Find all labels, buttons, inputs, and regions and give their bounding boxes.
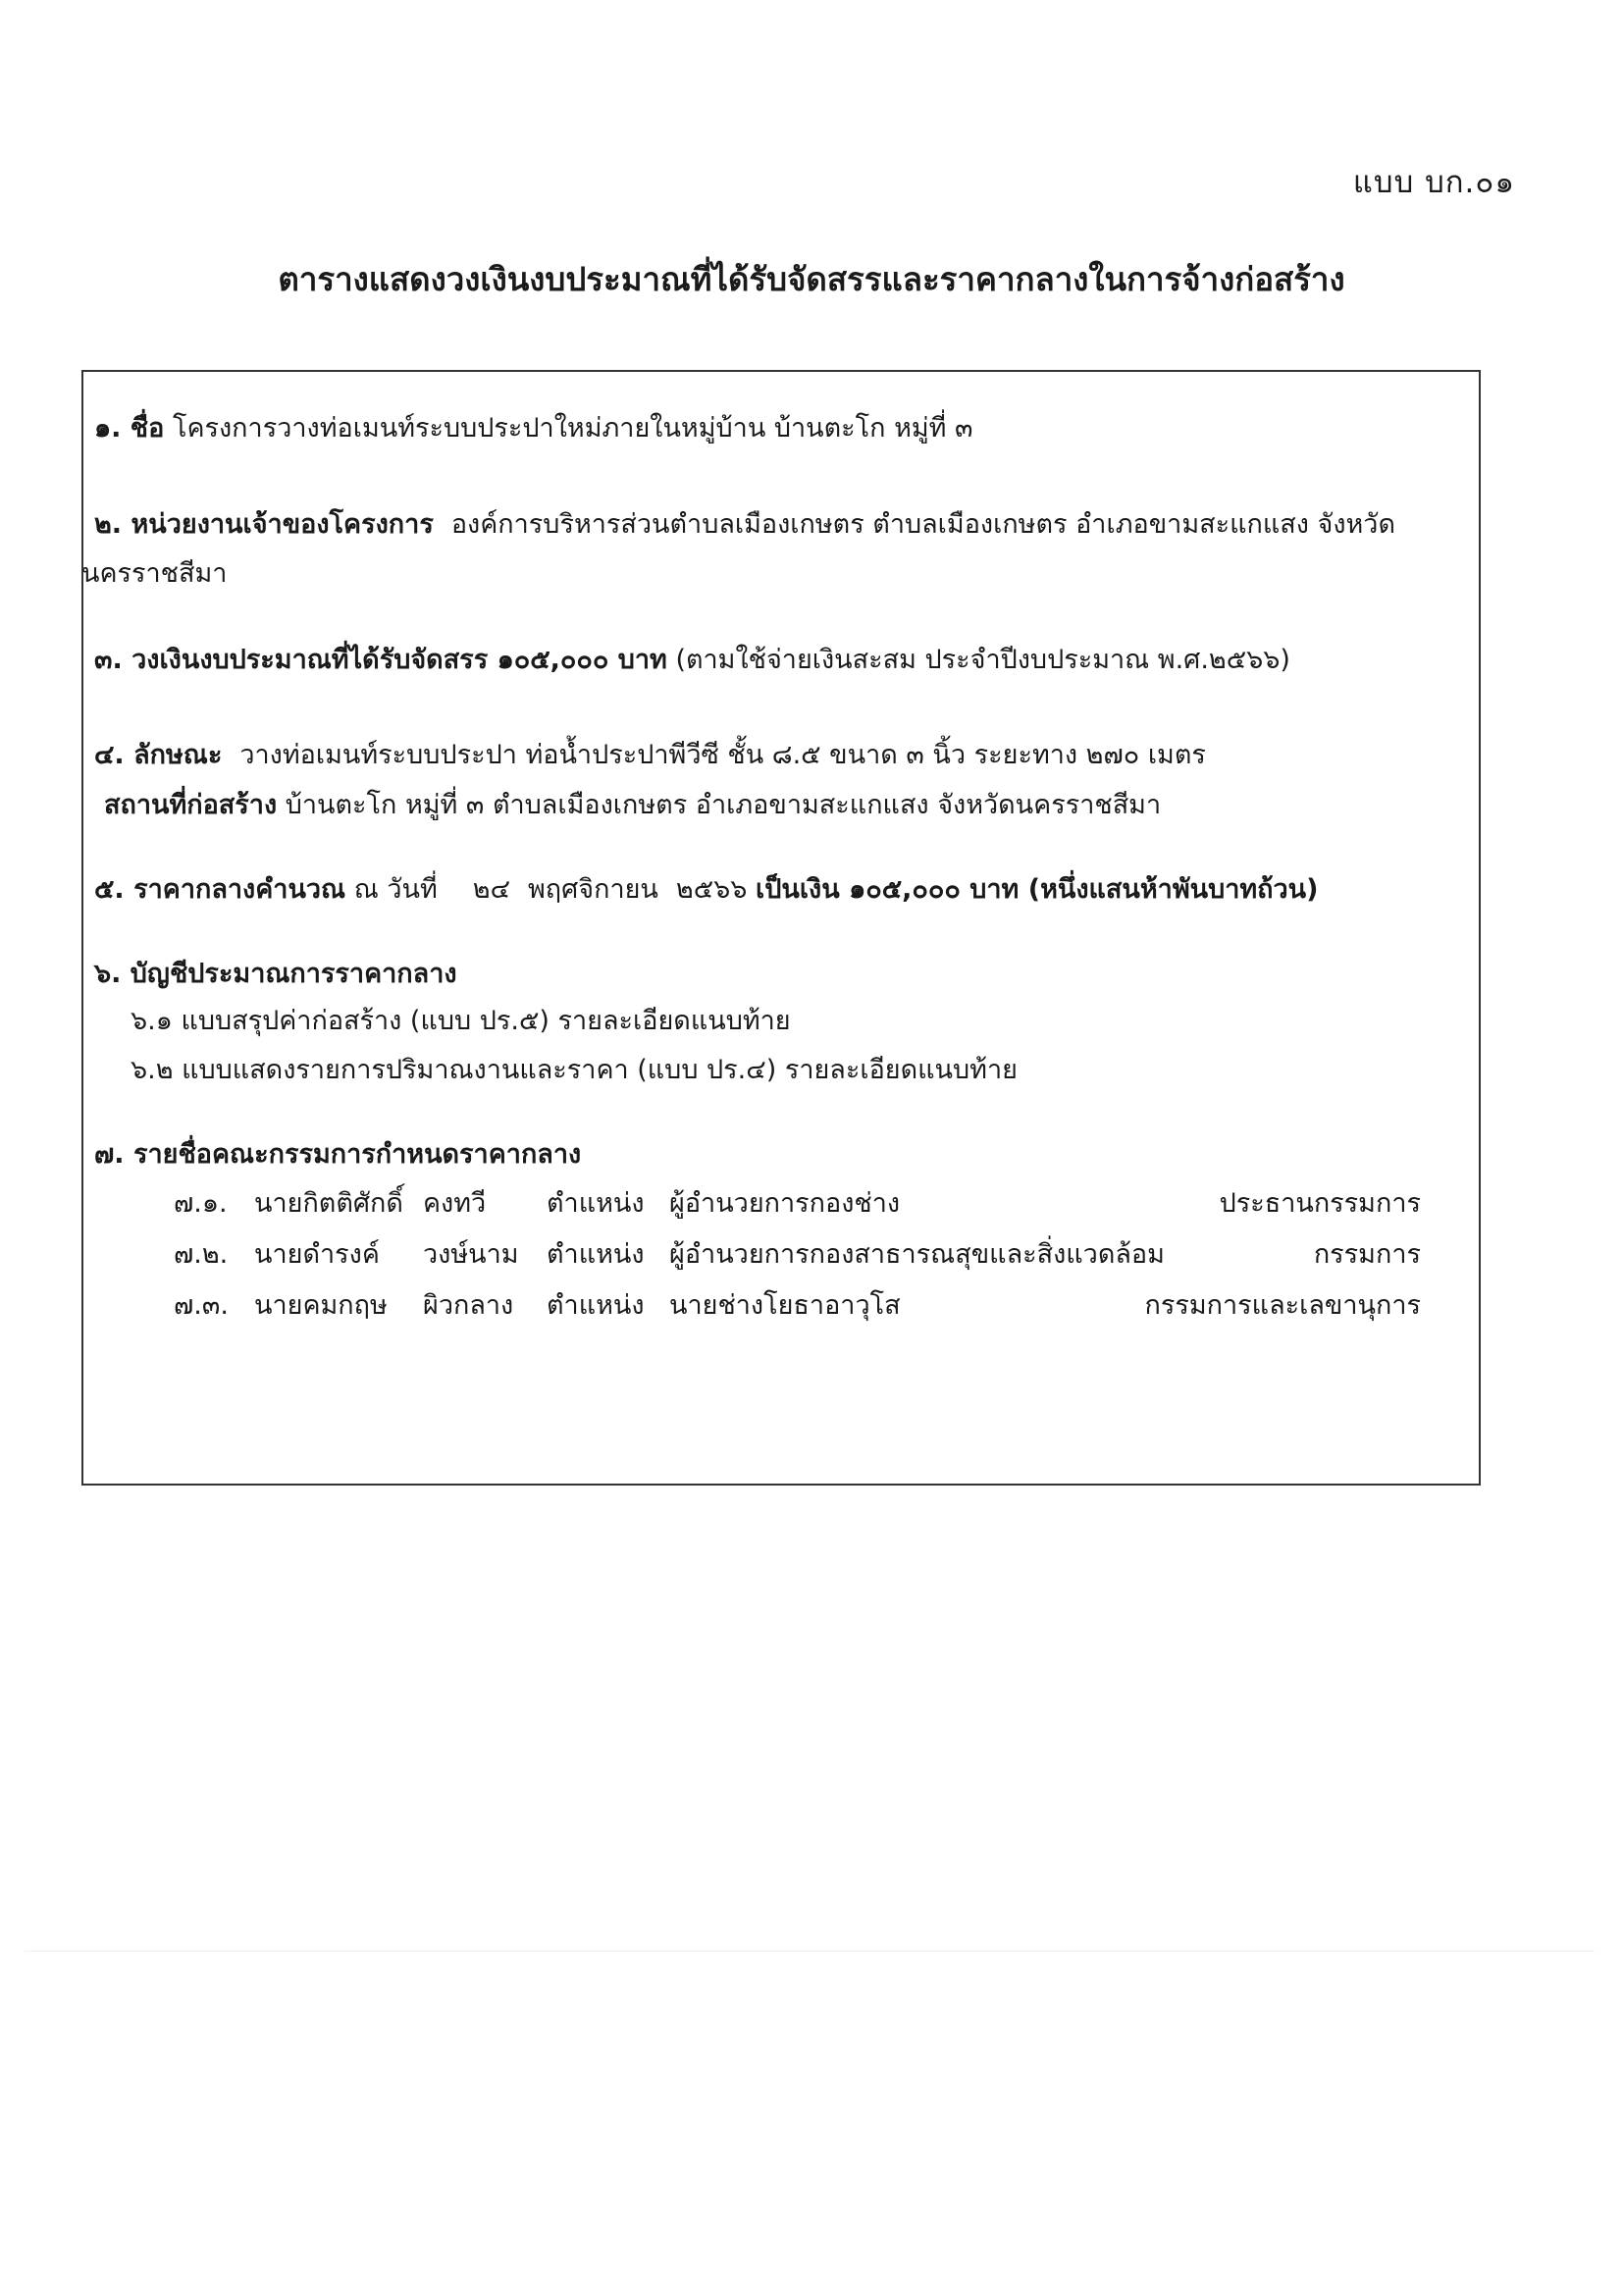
committee-member-row [174, 1187, 1421, 1221]
item-7-label: ๗. รายชื่อคณะกรรมการกำหนดราคากลาง [94, 1139, 582, 1170]
committee-member-row [174, 1289, 1421, 1323]
member-role: กรรมการ [1313, 1239, 1421, 1270]
item-4-label: ๔. ลักษณะ [94, 740, 223, 770]
document-title: ตารางแสดงวงเงินงบประมาณที่ได้รับจัดสรรและราคากลางในการจ้างก่อสร้าง [278, 260, 1345, 298]
item-3 [94, 644, 1290, 677]
member-number: ๗.๑. [174, 1188, 228, 1219]
item-2-label: ๒. หน่วยงานเจ้าของโครงการ [94, 509, 434, 540]
item-2-value-line2: นครราชสีมา [81, 558, 228, 589]
member-position-label: ตำแหน่ง [547, 1239, 645, 1270]
item-4 [94, 739, 1206, 772]
item-4-location [104, 789, 1161, 822]
item-6-sub-1: ๖.๑ แบบสรุปค่าก่อสร้าง (แบบ ปร.๕) รายละเอียดแนบท้าย [131, 1006, 791, 1036]
member-name: นายดำรงค์ [254, 1239, 380, 1270]
member-position-label: ตำแหน่ง [547, 1188, 645, 1219]
member-position: ผู้อำนวยการกองช่าง [669, 1188, 901, 1219]
member-position-label: ตำแหน่ง [547, 1290, 645, 1321]
item-1 [94, 412, 973, 445]
item-3-note: (ตามใช้จ่ายเงินสะสม ประจำปีงบประมาณ พ.ศ.๒๕๖๖) [675, 645, 1290, 675]
item-4-value: วางท่อเมนท์ระบบประปา ท่อน้ำประปาพีวีซี ชั้น ๘.๕ ขนาด ๓ นิ้ว ระยะทาง ๒๗๐ เมตร [239, 740, 1206, 770]
item-4-location-value: บ้านตะโก หมู่ที่ ๓ ตำบลเมืองเกษตร อำเภอขามสะแกแสง จังหวัดนครราชสีมา [285, 790, 1162, 820]
member-role: กรรมการและเลขานุการ [1144, 1290, 1421, 1321]
item-5-year: ๒๕๖๖ [675, 874, 748, 905]
item-1-value: โครงการวางท่อเมนท์ระบบประปาใหม่ภายในหมู่บ้าน บ้านตะโก หมู่ที่ ๓ [172, 413, 973, 444]
member-position: ผู้อำนวยการกองสาธารณสุขและสิ่งแวดล้อม [669, 1239, 1165, 1270]
item-5-amount: เป็นเงิน ๑๐๕,๐๐๐ บาท (หนึ่งแสนห้าพันบาทถ้วน) [756, 874, 1319, 905]
member-number: ๗.๓. [174, 1290, 229, 1321]
member-position: นายช่างโยธาอาวุโส [669, 1290, 901, 1321]
member-name: นายคมกฤษ [254, 1290, 388, 1321]
member-surname: คงทวี [423, 1188, 487, 1219]
item-6-label: ๖. บัญชีประมาณการราคากลาง [94, 959, 457, 989]
form-code: แบบ บก.๐๑ [1352, 165, 1515, 200]
member-role: ประธานกรรมการ [1219, 1188, 1421, 1219]
item-5 [94, 873, 1318, 907]
item-3-label: ๓. วงเงินงบประมาณที่ได้รับจัดสรร ๑๐๕,๐๐๐ บาท [94, 645, 667, 675]
item-2-value-line1: องค์การบริหารส่วนตำบลเมืองเกษตร ตำบลเมืองเกษตร อำเภอขามสะแกแสง จังหวัด [450, 509, 1396, 540]
item-4-location-label: สถานที่ก่อสร้าง [104, 790, 278, 820]
member-surname: วงษ์นาม [423, 1239, 519, 1270]
item-2-continued [81, 557, 227, 591]
item-6-sub-2: ๖.๒ แบบแสดงรายการปริมาณงานและราคา (แบบ ปร.๔) รายละเอียดแนบท้าย [131, 1055, 1018, 1085]
item-5-date-prefix: ณ วันที่ [353, 874, 438, 905]
item-5-label: ๕. ราคากลางคำนวณ [94, 874, 346, 905]
scan-divider [25, 1951, 1595, 1952]
member-surname: ผิวกลาง [423, 1290, 514, 1321]
item-5-day: ๒๔ [472, 874, 510, 905]
item-1-label: ๑. ชื่อ [94, 413, 165, 444]
item-5-month: พฤศจิกายน [528, 874, 658, 905]
item-2 [94, 508, 1395, 542]
member-name: นายกิตติศักดิ์ [254, 1188, 403, 1219]
member-number: ๗.๒. [174, 1239, 229, 1270]
committee-member-row [174, 1238, 1421, 1272]
